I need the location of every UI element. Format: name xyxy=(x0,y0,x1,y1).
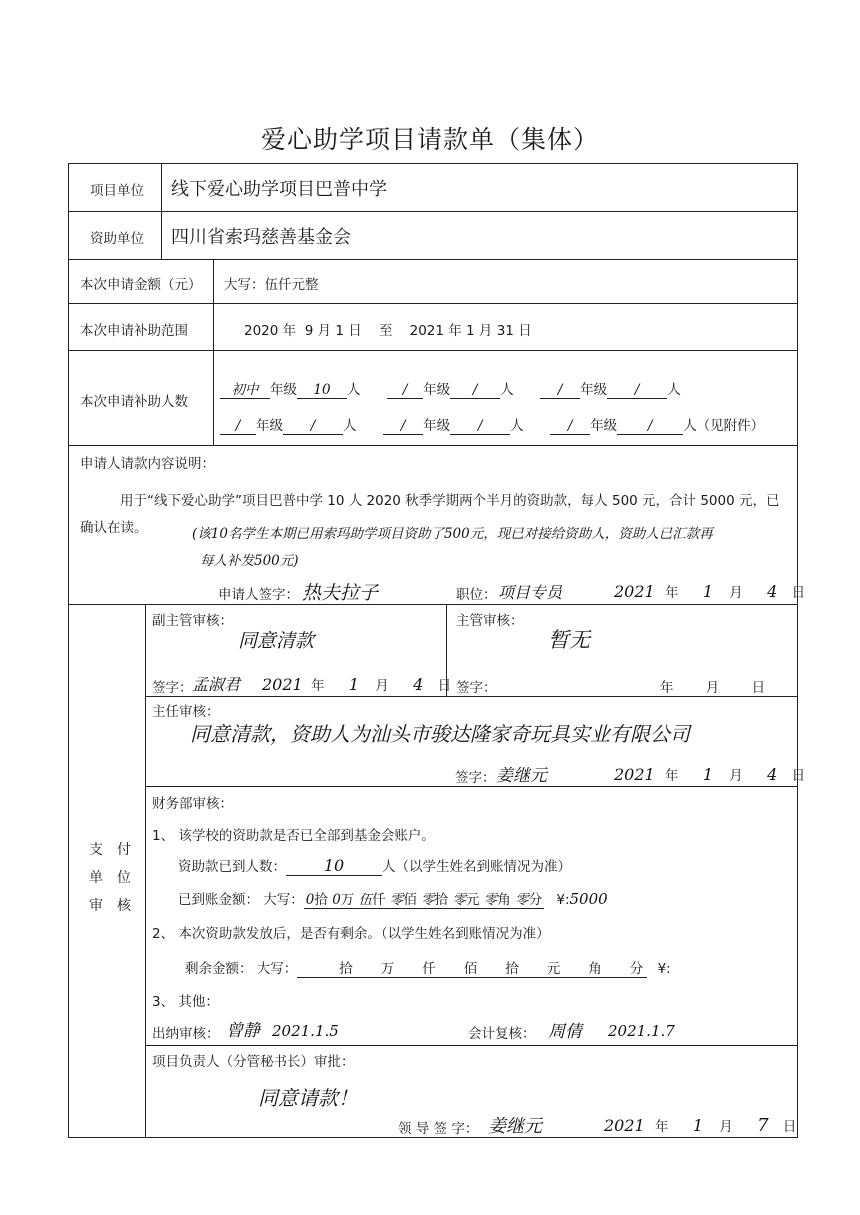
amount-label: 本次申请金额（元） xyxy=(80,277,202,293)
month-unit: 月 xyxy=(719,1119,733,1135)
vice-signature-label: 签字： xyxy=(152,680,193,696)
count-value: / xyxy=(617,418,683,435)
month-unit: 月 xyxy=(375,678,389,694)
people-label: 本次申请补助人数 xyxy=(80,394,188,410)
leader-date xyxy=(604,1115,796,1136)
applicant-signature: 热夫拉子 xyxy=(302,582,379,604)
amount-unit: 万 xyxy=(380,961,395,977)
date-year: 2021 xyxy=(614,582,655,601)
amount-unit: 分 xyxy=(528,892,543,908)
year-unit: 年 xyxy=(665,768,679,784)
date-year: 2021 xyxy=(262,675,303,694)
amount-unit: 佰 xyxy=(463,961,478,977)
amount-digit: 零 xyxy=(515,892,529,908)
leader-signature: 姜继元 xyxy=(488,1116,542,1137)
amount-unit: 角 xyxy=(497,892,511,908)
side-char: 单 xyxy=(89,870,103,886)
count-unit: 人 xyxy=(347,382,361,398)
date-year: 2021 xyxy=(614,765,655,784)
col-divider xyxy=(161,163,162,259)
amount-digit: 0 xyxy=(332,892,341,908)
amount-unit: 佰 xyxy=(403,892,417,908)
date-day: 7 xyxy=(757,1115,769,1136)
amount-unit: 仟 xyxy=(422,961,436,977)
count-unit: 人 xyxy=(500,382,514,398)
grade-suffix: 年级 xyxy=(270,382,297,398)
arrived-amount-row xyxy=(178,888,608,909)
amount-digit: 伍 xyxy=(358,892,373,908)
director-date xyxy=(614,764,805,784)
explanation-handwritten-1: (该10名学生本期已用索玛助学项目资助了500元，现已对接给资助人，资助人已汇款再 xyxy=(192,526,713,542)
leader-label: 项目负责人（分管秘书长）审批： xyxy=(152,1054,355,1070)
amount-unit: 拾 xyxy=(314,892,328,908)
remaining-row xyxy=(185,957,671,978)
accountant-signature: 周倩 xyxy=(548,1022,582,1042)
side-char: 支 xyxy=(89,842,103,858)
funder-unit-label: 资助单位 xyxy=(90,231,144,247)
finance-label: 财务部审核： xyxy=(152,796,233,812)
amount-unit: 拾 xyxy=(505,961,519,977)
grade-value: / xyxy=(383,418,423,435)
arrived-count-note: 人（以学生姓名到账情况为准） xyxy=(382,859,571,875)
director-review-comment: 同意清款，资助人为汕头市骏达隆家奇玩具实业有限公司 xyxy=(190,722,690,746)
vice-signature: 孟淑君 xyxy=(192,675,241,694)
date-month: 1 xyxy=(348,675,359,694)
yen-label: ¥: xyxy=(556,892,570,908)
grade-value: / xyxy=(220,418,256,435)
funder-unit-value: 四川省索玛慈善基金会 xyxy=(171,227,351,248)
vice-date xyxy=(262,674,451,694)
director-signature: 姜继元 xyxy=(496,766,547,786)
explanation-body: 用于“线下爱心助学”项目巴普中学 10 人 2020 秋季学期两个半月的资助款，每人 500 元，合计 5000 元，已确认在读。 xyxy=(80,493,780,536)
amount-digit: 零 xyxy=(421,892,435,908)
amount-value: 大写：伍仟元整 xyxy=(224,277,319,293)
cashier-signature: 曾静 xyxy=(226,1021,260,1041)
side-label-col1 xyxy=(86,836,106,920)
day-unit: 日 xyxy=(437,678,452,694)
row-divider xyxy=(68,211,798,212)
grade-value: / xyxy=(387,382,423,399)
amount-digit: 0 xyxy=(305,892,315,908)
date-year: 2021 xyxy=(604,1116,645,1135)
supervisor-review-label: 主管审核： xyxy=(456,613,524,629)
month-unit: 月 xyxy=(729,585,743,601)
date-day: 4 xyxy=(767,582,778,601)
side-char: 付 xyxy=(117,842,131,858)
count-unit: 人 xyxy=(510,418,524,434)
side-char: 核 xyxy=(117,898,131,914)
people-line-2 xyxy=(220,414,764,435)
date-month: 1 xyxy=(702,765,713,784)
accountant-date: 2021.1.7 xyxy=(608,1022,675,1040)
project-unit-value: 线下爱心助学项目巴普中学 xyxy=(171,179,387,200)
row-divider xyxy=(68,350,798,351)
day-unit: 日 xyxy=(791,585,806,601)
day-unit: 日 xyxy=(751,680,766,696)
grade-value: / xyxy=(540,382,580,399)
explanation-handwritten-2: 每人补发500元) xyxy=(200,553,299,569)
cashier-label: 出纳审核： xyxy=(152,1026,220,1042)
range-value: 2020 年 9 月 1 日 至 2021 年 1 月 31 日 xyxy=(244,323,532,339)
row-divider xyxy=(68,259,798,260)
year-unit: 年 xyxy=(655,1119,669,1135)
applicant-signature-label: 申请人签字： xyxy=(218,587,299,603)
row-divider xyxy=(68,303,798,304)
amount-unit: 拾 xyxy=(434,892,449,908)
people-line-1 xyxy=(220,378,681,399)
supervisor-review-comment: 暂无 xyxy=(548,628,590,652)
year-unit: 年 xyxy=(665,585,679,601)
applicant-date xyxy=(614,581,805,601)
page-title: 爱心助学项目请款单（集体） xyxy=(260,125,599,154)
position-value: 项目专员 xyxy=(498,583,563,602)
leader-signature-label: 领 导 签 字： xyxy=(398,1121,479,1137)
grade-value: 初中 xyxy=(220,378,270,399)
arrived-count-label: 资助款已到人数： xyxy=(178,859,286,875)
director-review-label: 主任审核： xyxy=(152,704,220,720)
cashier-date: 2021.1.5 xyxy=(272,1022,339,1040)
row-divider xyxy=(145,696,798,697)
supervisor-date xyxy=(660,676,765,696)
accountant-label: 会计复核： xyxy=(468,1026,536,1042)
grade-suffix: 年级 xyxy=(423,418,451,434)
grade-value: / xyxy=(550,418,590,435)
count-value: 10 xyxy=(297,382,347,399)
vice-review-comment: 同意清款 xyxy=(238,630,315,652)
date-day: 4 xyxy=(413,675,424,694)
year-unit: 年 xyxy=(311,678,325,694)
vice-review-label: 副主管审核： xyxy=(152,613,233,629)
grade-suffix: 年级 xyxy=(580,382,608,398)
arrived-amount-number: 5000 xyxy=(569,890,608,908)
supervisor-signature-label: 签字： xyxy=(456,680,497,696)
date-month: 1 xyxy=(692,1116,703,1135)
day-unit: 日 xyxy=(782,1119,797,1135)
date-day: 4 xyxy=(767,765,778,784)
arrived-count-row xyxy=(178,855,571,876)
finance-q1: 1、 该学校的资助款是否已全部到基金会账户。 xyxy=(152,828,435,844)
col-divider xyxy=(145,604,146,1138)
month-unit: 月 xyxy=(705,680,720,696)
side-char: 审 xyxy=(89,898,103,914)
amount-unit: 元 xyxy=(546,961,561,977)
amount-digit: 零 xyxy=(483,892,498,908)
row-divider xyxy=(145,786,798,787)
project-unit-label: 项目单位 xyxy=(90,183,144,199)
amount-unit: 仟 xyxy=(372,892,386,908)
year-unit: 年 xyxy=(660,680,674,696)
day-unit: 日 xyxy=(791,768,806,784)
row-divider xyxy=(145,1045,798,1046)
amount-unit: 元 xyxy=(465,892,480,908)
count-value: / xyxy=(450,382,500,399)
count-value: / xyxy=(283,418,343,435)
position-label: 职位： xyxy=(456,587,497,603)
remaining-label: 剩余金额： 大写： xyxy=(185,961,298,977)
leader-comment: 同意请款！ xyxy=(258,1086,358,1110)
range-label: 本次申请补助范围 xyxy=(80,323,188,339)
count-unit: 人（见附件） xyxy=(683,418,765,434)
arrived-amount-label: 已到账金额： 大写： xyxy=(178,892,304,908)
side-char: 位 xyxy=(117,870,131,886)
grade-suffix: 年级 xyxy=(590,418,618,434)
explanation-heading: 申请人请款内容说明： xyxy=(80,456,215,472)
finance-q2: 2、 本次资助款发放后，是否有剩余。（以学生姓名到账情况为准） xyxy=(152,926,550,942)
grade-suffix: 年级 xyxy=(256,418,283,434)
amount-unit: 万 xyxy=(340,892,355,908)
yen-label: ¥: xyxy=(657,961,671,977)
count-value: / xyxy=(450,418,510,435)
count-value: / xyxy=(607,382,667,399)
arrived-count-value: 10 xyxy=(286,856,382,876)
col-divider xyxy=(213,259,214,445)
amount-digit: 零 xyxy=(452,892,466,908)
count-unit: 人 xyxy=(667,382,681,398)
side-label-col2 xyxy=(114,836,134,920)
director-signature-label: 签字： xyxy=(455,770,496,786)
grade-suffix: 年级 xyxy=(423,382,451,398)
month-unit: 月 xyxy=(729,768,743,784)
row-divider xyxy=(68,445,798,446)
amount-unit: 拾 xyxy=(339,961,353,977)
date-month: 1 xyxy=(702,582,713,601)
row-divider xyxy=(68,604,798,605)
amount-unit: 角 xyxy=(588,961,602,977)
amount-digit: 零 xyxy=(389,892,404,908)
amount-unit: 分 xyxy=(629,961,644,977)
finance-q3: 3、 其他： xyxy=(152,994,219,1010)
count-unit: 人 xyxy=(343,418,357,434)
